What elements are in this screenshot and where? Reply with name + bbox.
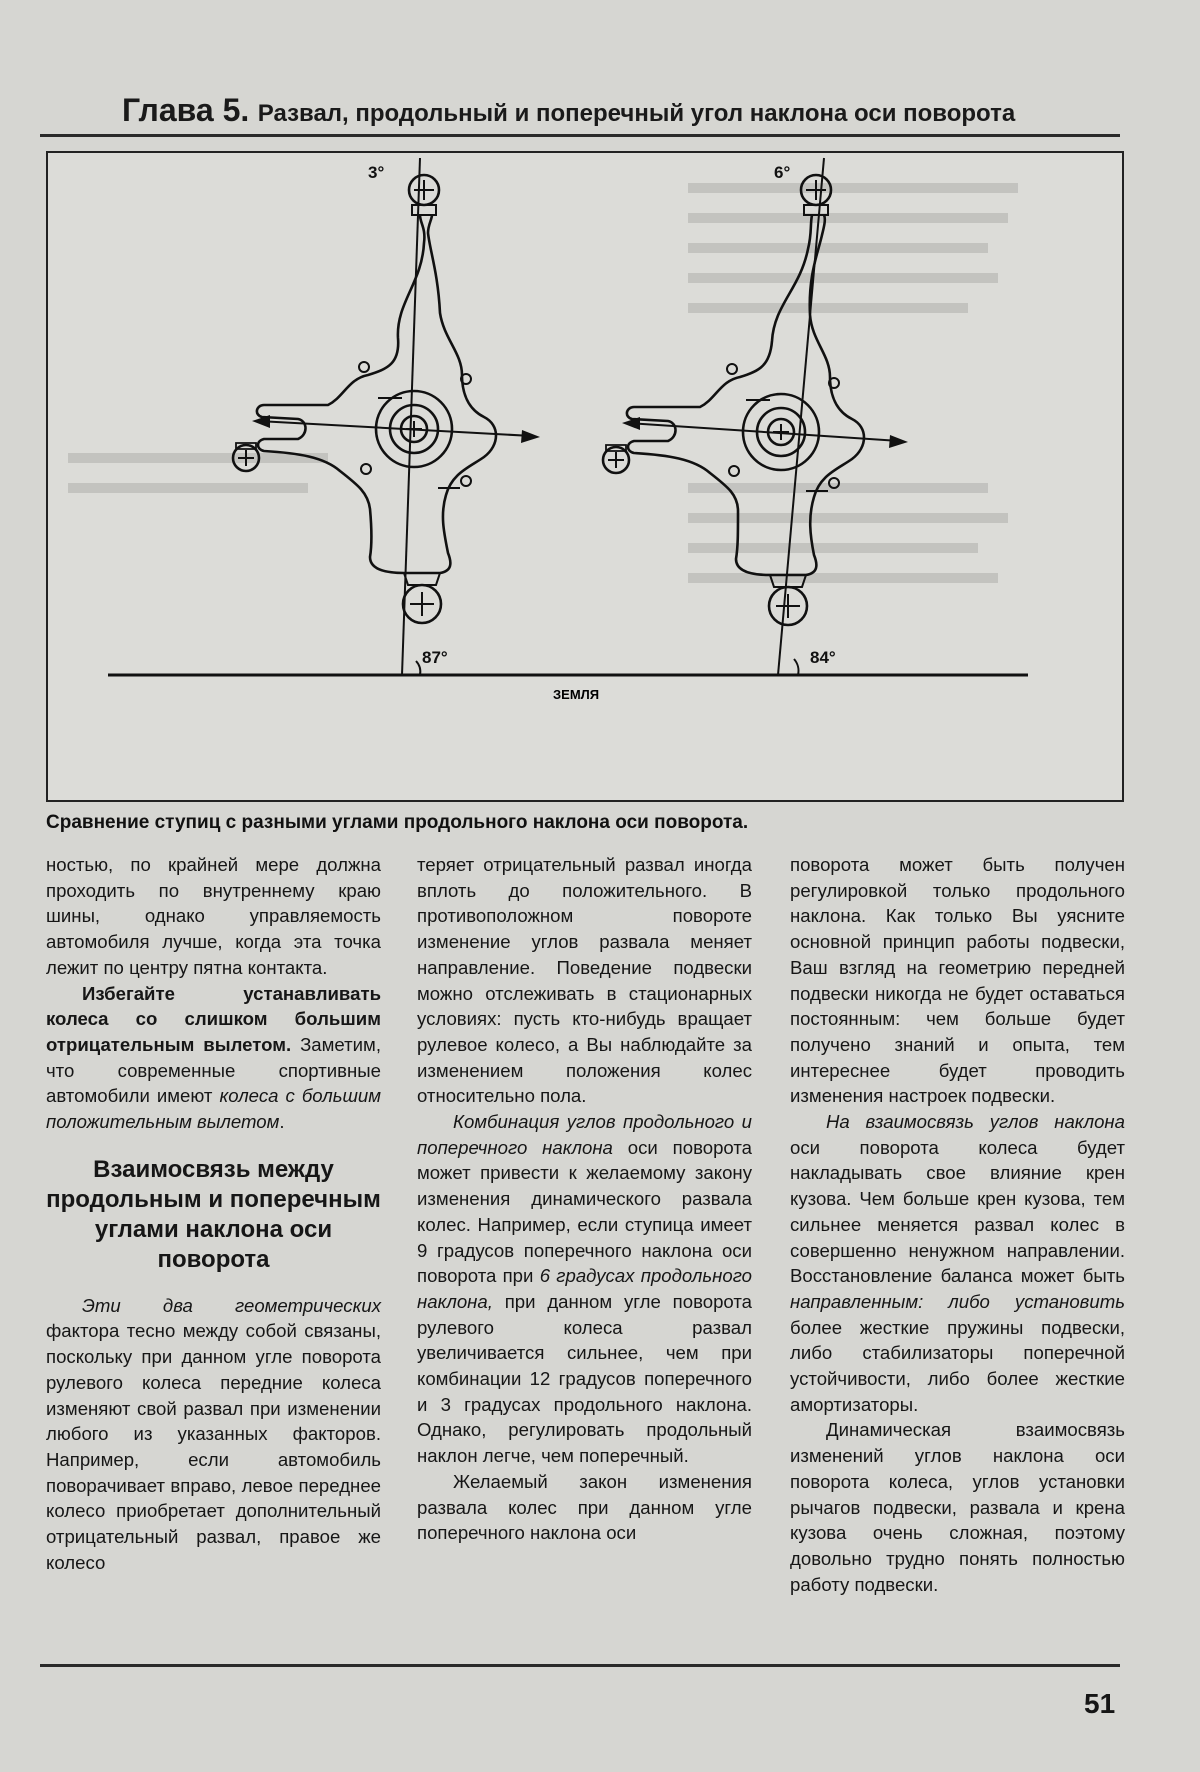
- col1-paragraph-3: [46, 1293, 381, 1576]
- page-header: [122, 92, 1122, 129]
- col3-paragraph-2-end: более жесткие пружины подвески, либо стабилизаторы поперечной устойчивости, либо более жесткие амортизаторы.: [790, 1316, 1125, 1415]
- col3-paragraph-2-text: оси поворота колеса будет накладывать свое влияние крен кузова. Чем больше крен кузова, тем сильнее меняется развал колес в совершенно ненужном направлении. Восстановление баланса может быть: [790, 1136, 1125, 1287]
- chapter-label: Глава 5.: [122, 92, 250, 128]
- col1-paragraph-2: [46, 981, 381, 1135]
- col2-paragraph-2-italic: Комбинация углов продольного и поперечного наклона: [417, 1111, 752, 1158]
- header-rule: [40, 134, 1120, 137]
- right-bottom-angle-label: 84°: [810, 648, 836, 667]
- col1-bold-warning: Избегайте устанавливать колеса со слишком большим отрицательным вылетом.: [46, 982, 381, 1055]
- col1-paragraph-2-end: .: [279, 1111, 285, 1133]
- col2-paragraph-2-italic-2: 6 градусах продольного наклона,: [417, 1265, 752, 1312]
- text-column-1: [46, 852, 381, 1575]
- text-column-2: [417, 852, 752, 1546]
- text-column-3: [790, 852, 1125, 1597]
- section-heading: Взаимосвязь между продольным и поперечным углами наклона оси поворота: [46, 1155, 381, 1273]
- figure-caption: Сравнение ступиц с разными углами продольного наклона оси поворота.: [46, 812, 749, 833]
- col1-paragraph-3-italic: Эти два геометрических: [82, 1294, 381, 1316]
- col3-paragraph-3: Динамическая взаимосвязь изменений углов наклона оси поворота колеса, углов установки рычагов подвески, развала и крена кузова очень сложная, поэтому довольно трудно понять полностью работу подвески.: [790, 1419, 1125, 1595]
- footer-rule: [40, 1664, 1120, 1667]
- page-number: 51: [1084, 1688, 1116, 1719]
- hub-diagram-svg: [48, 153, 1122, 800]
- right-hub: [603, 158, 908, 675]
- col1-paragraph-2-italic: колеса с большим положительным вылетом: [46, 1085, 381, 1133]
- figure-hub-diagram: [46, 151, 1124, 802]
- bleed-through-texture: [68, 183, 1018, 583]
- col1-paragraph-2-text: Заметим, что современные спортивные автомобили имеют: [46, 1033, 381, 1107]
- col2-paragraph-2-text: оси поворота может привести к желаемому закону изменения динамического развала колес. Например, если ступица имеет 9 градусов поперечного наклона оси поворота при: [417, 1136, 752, 1287]
- right-top-angle-label: 6°: [774, 163, 791, 182]
- col3-paragraph-2: [790, 1109, 1125, 1417]
- col1-paragraph-1: ностью, по крайней мере должна проходить по внутреннему краю шины, однако управляемость автомобиля лучше, когда эта точка лежит по центру пятна контакта.: [46, 854, 381, 978]
- chapter-title: Развал, продольный и поперечный угол наклона оси поворота: [257, 100, 1016, 127]
- left-bottom-angle-label: 87°: [422, 648, 448, 667]
- col2-paragraph-1: теряет отрицательный развал иногда вплоть до положительного. В противоположном повороте изменение углов развала меняет направление. Поведение подвески можно отслеживать в стационарных условиях: пусть кто-нибудь вращает рулевое колесо, а Вы наблюдайте за изменением положения колес относительно пола.: [417, 854, 752, 1107]
- col2-paragraph-3: Желаемый закон изменения развала колес при данном угле поперечного наклона оси: [417, 1470, 752, 1544]
- left-top-angle-label: 3°: [368, 163, 385, 182]
- col2-paragraph-2-end: при данном угле поворота рулевого колеса развал увеличивается сильнее, чем при комбинации 12 градусов поперечного и 3 градусах продольного наклона. Однако, регулировать продольный наклон легче, чем поперечный.: [417, 1290, 752, 1467]
- col1-paragraph-3-text: фактора тесно между собой связаны, поскольку при данном угле поворота рулевого колеса передние колеса изменяют свой развал при изменении любого из указанных факторов. Например, если автомобиль поворачивает вправо, левое переднее колесо приобретает дополнительный отрицательный развал, правое же колесо: [46, 1320, 381, 1573]
- col3-paragraph-1: поворота может быть получен регулировкой только продольного наклона. Как только Вы уясните основной принцип работы подвески, Ваш взгляд на геометрию передней подвески никогда не будет оставаться постоянным: чем больше будет получено знаний и опыта, тем интереснее будет проводить изменения настроек подвески.: [790, 854, 1125, 1107]
- ground-label: ЗЕМЛЯ: [553, 687, 600, 702]
- left-hub: [233, 158, 540, 675]
- col3-paragraph-2-italic: На взаимосвязь углов наклона: [826, 1111, 1125, 1133]
- col2-paragraph-2: [417, 1109, 752, 1469]
- col3-paragraph-2-italic-2: направленным: либо установить: [790, 1290, 1125, 1312]
